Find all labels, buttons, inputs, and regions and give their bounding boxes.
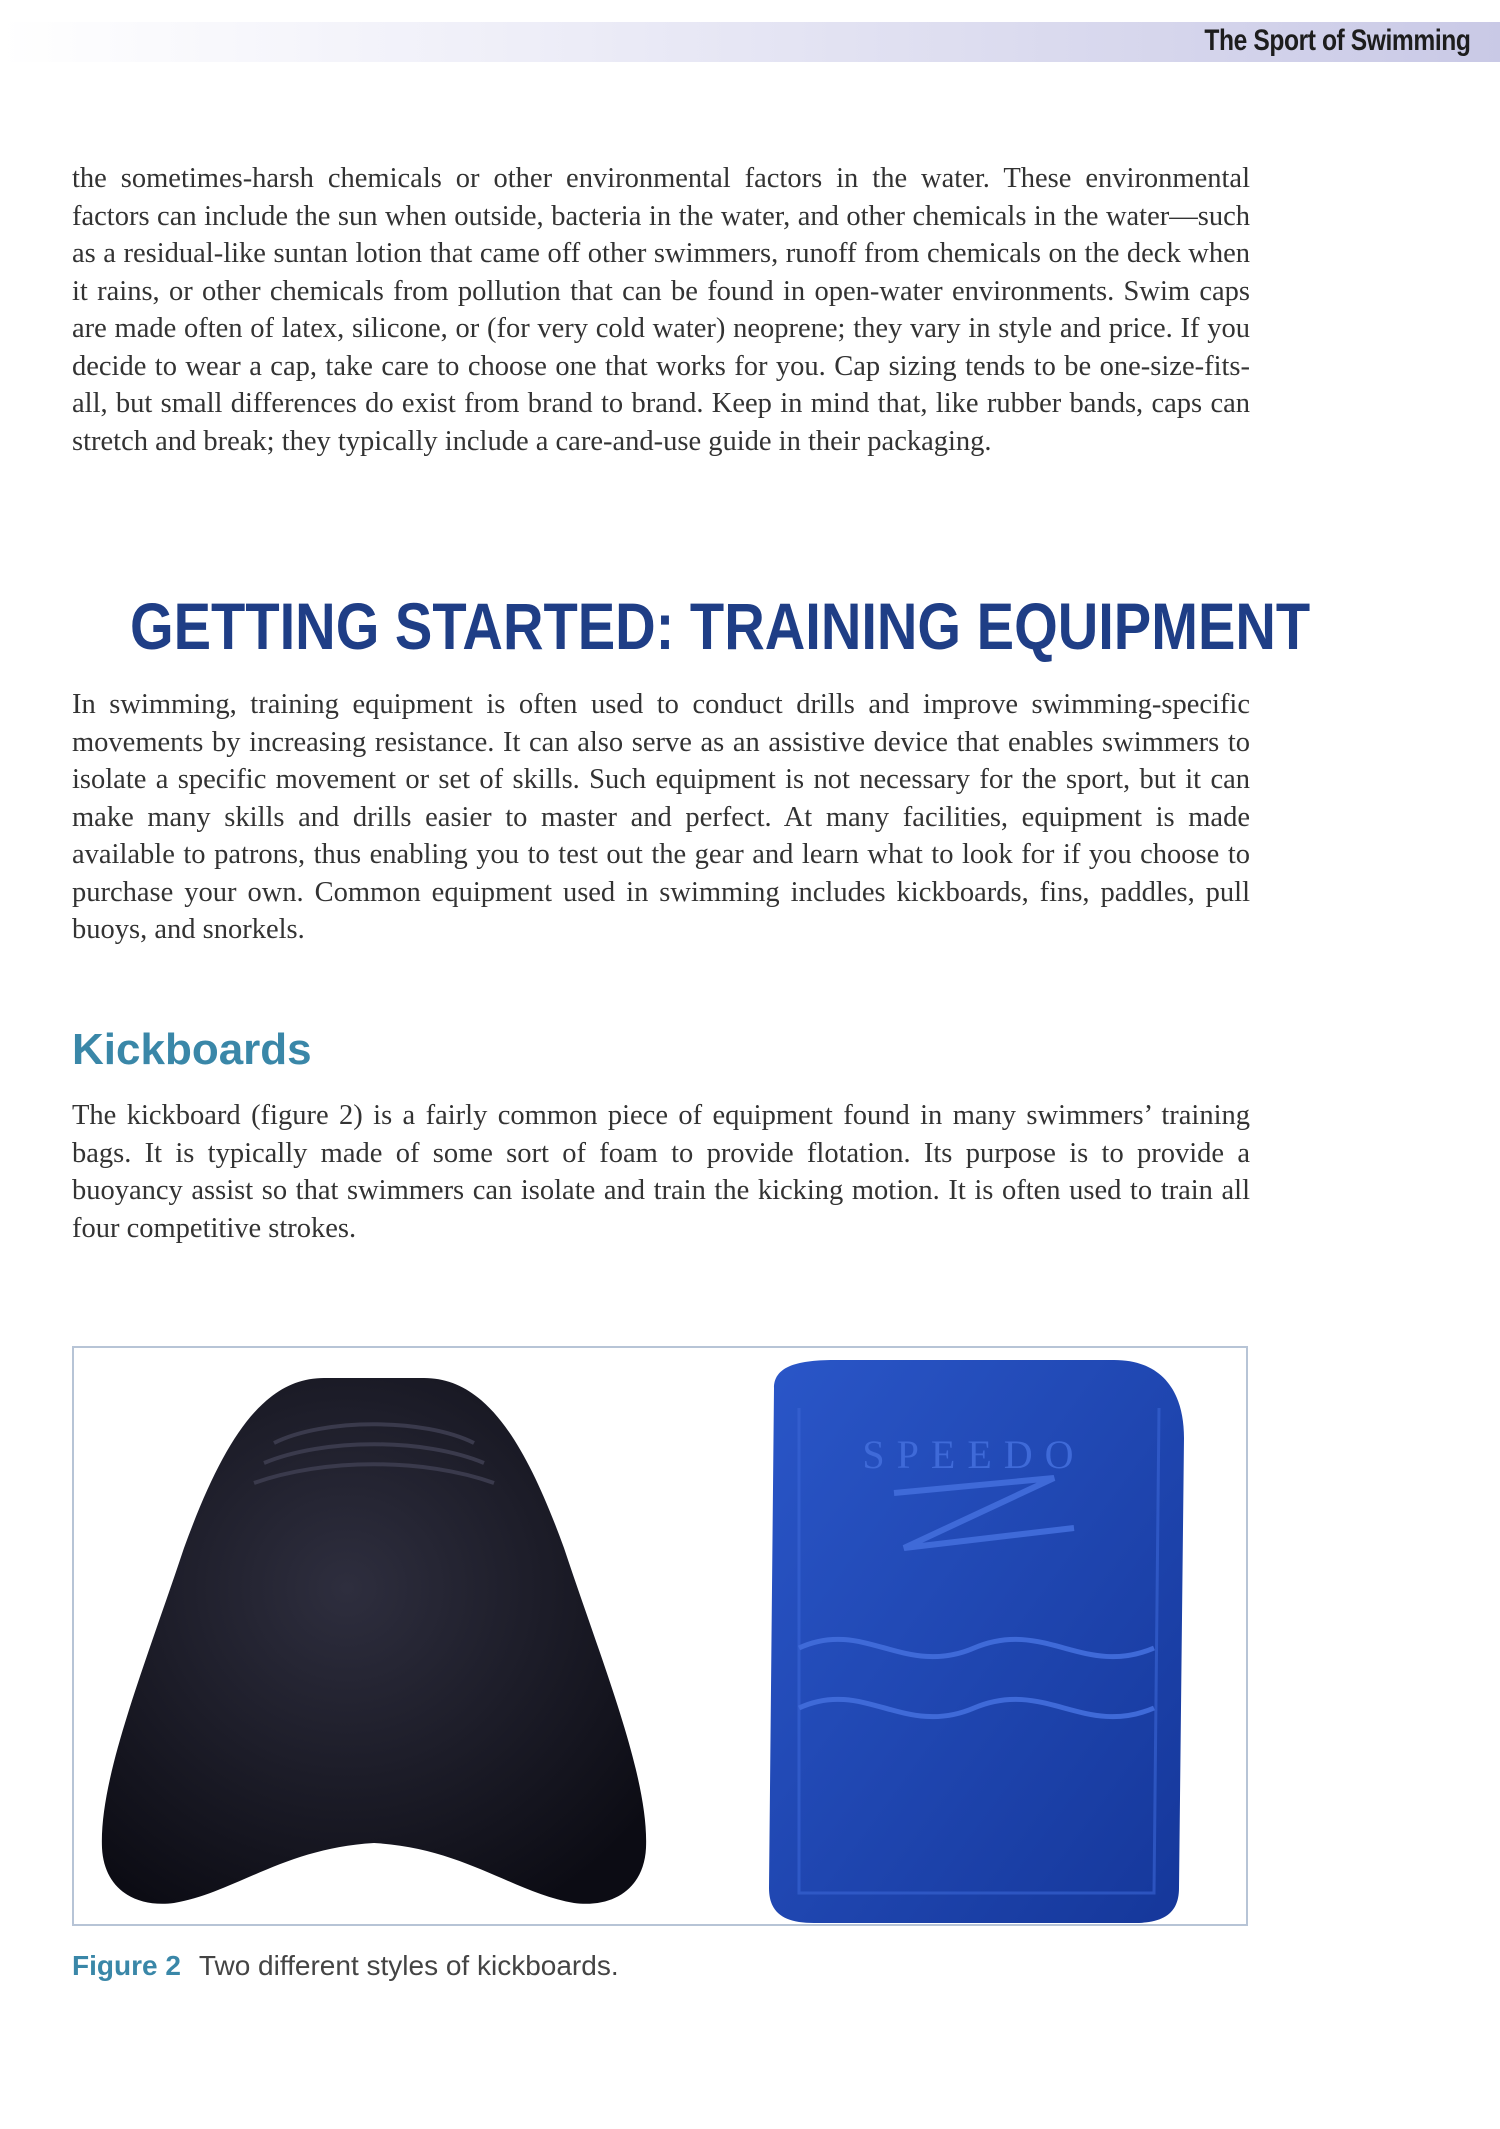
- blue-kickboard: [769, 1360, 1184, 1923]
- figure-label: Figure 2: [72, 1950, 181, 1981]
- figure-2-frame: [72, 1346, 1248, 1926]
- figure-2-image: [74, 1348, 1250, 1928]
- paragraph-swim-caps: the sometimes-harsh chemicals or other environmental factors in the water. These environmental factors can include the sun when outside, bacteria in the water, and other chemicals in the water—such as a residual-like suntan lotion that came off other swimmers, runoff from chemicals on the deck when it rains, or other chemicals from pollution that can be found in open-water environments. Swim caps are made often of latex, silicone, or (for very cold water) neoprene; they vary in style and price. If you decide to wear a cap, take care to choose one that works for you. Cap sizing tends to be one-size-fits-all, but small differences do exist from brand to brand. Keep in mind that, like rubber bands, caps can stretch and break; they typically include a care-and-use guide in their packaging.: [72, 163, 1250, 457]
- speedo-logo-text: SPEEDO: [862, 1432, 1086, 1477]
- section-heading: GETTING STARTED: TRAINING EQUIPMENT: [130, 589, 1311, 663]
- paragraph-training-equipment: In swimming, training equipment is often used to conduct drills and improve swimming-specific movements by increasing resistance. It can also serve as an assistive device that enables swimmers to isolate a specific movement or set of skills. Such equipment is not necessary for the sport, but it can make many skills and drills easier to master and perfect. At many facilities, equipment is made available to patrons, thus enabling you to test out the gear and learn what to look for if you choose to purchase your own. Common equipment used in swimming includes kickboards, fins, paddles, pull buoys, and snorkels.: [72, 689, 1250, 945]
- running-head: The Sport of Swimming: [1203, 24, 1470, 57]
- subsection-heading-kickboards: Kickboards: [72, 1025, 312, 1074]
- figure-caption-text: Two different styles of kickboards.: [198, 1950, 619, 1981]
- black-kickboard: [102, 1378, 646, 1904]
- figure-caption: [72, 1950, 619, 1982]
- paragraph-kickboards: The kickboard (figure 2) is a fairly common piece of equipment found in many swimmers’ training bags. It is typically made of some sort of foam to provide flotation. Its purpose is to provide a buoyancy assist so that swimmers can isolate and train the kicking motion. It is often used to train all four competitive strokes.: [72, 1100, 1250, 1244]
